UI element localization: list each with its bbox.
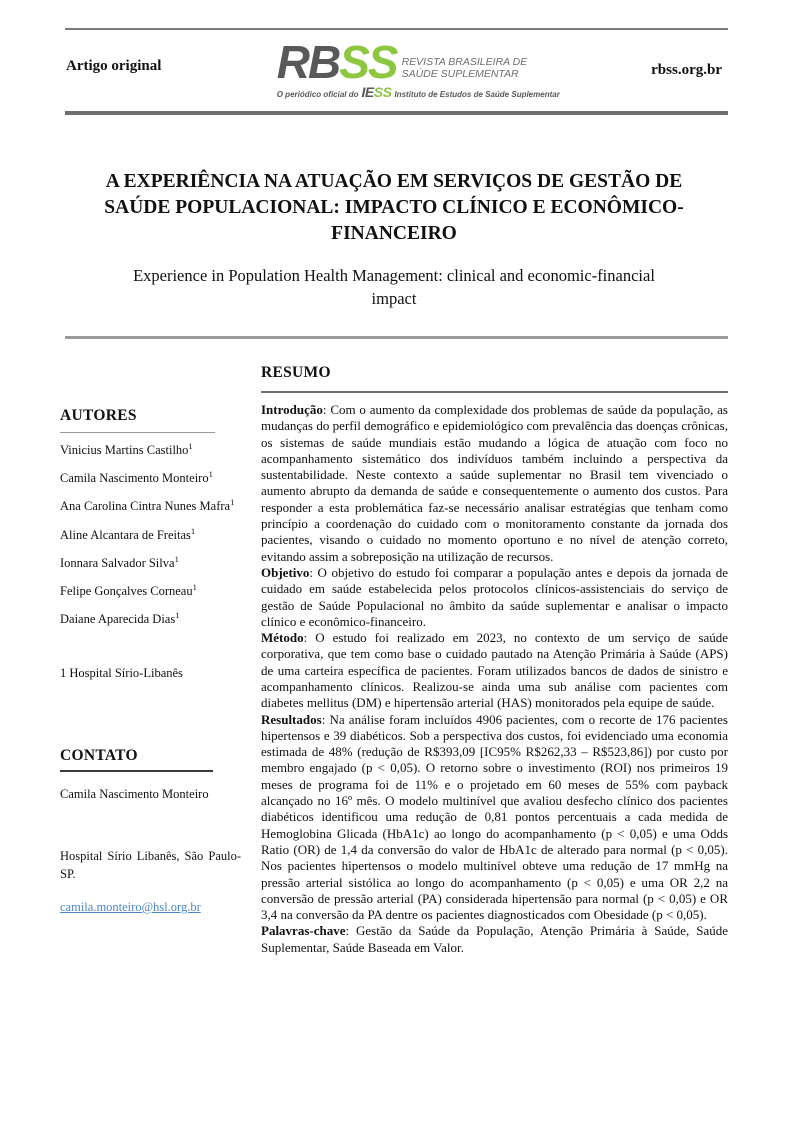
abstract-paragraph: Método: O estudo foi realizado em 2023, no contexto de um serviço de saúde corporativa, que tem como base o cuidado pautado na Atenção Primária à Saúde (APS) de uma carteira específica de pacientes. Foram utilizados bancos de dados de sinistro e acompanhamento clínicos. Realizou-se ainda uma sub análise com pacientes com diabetes mellitus (DM) e hipertensão arterial (HAS) monitorados pela equipe de saúde. (261, 630, 728, 711)
contact-name: Camila Nascimento Monteiro (60, 787, 209, 802)
iess-subline (276, 84, 560, 101)
article-title-en: Experience in Population Health Management: clinical and economic-financial impact (133, 265, 655, 308)
header-bottom-rule (65, 111, 728, 115)
authors-heading-rule (60, 432, 215, 433)
paragraph-label: Objetivo (261, 564, 310, 580)
author-name: Camila Nascimento Monteiro$^1$ (60, 469, 213, 486)
author-name: Felipe Gonçalves Corneau$^1$ (60, 582, 197, 599)
abstract-column (261, 341, 728, 956)
rbss-logo-text (276, 36, 397, 88)
tagline-line-1: REVISTA BRASILEIRA DE (401, 56, 528, 69)
logo-ss-text: SS (339, 36, 397, 88)
article-title-pt: A EXPERIÊNCIA NA ATUAÇÃO EM SERVIÇOS DE GESTÃO DE SAÚDE POPULACIONAL: IMPACTO CLÍNICO E ECONÔMICO-FINANCEIRO (104, 171, 684, 244)
author-name: Aline Alcantara de Freitas$^1$ (60, 525, 196, 542)
abstract-heading: RESUMO (261, 363, 331, 381)
article-type-label: Artigo original (66, 58, 162, 74)
paragraph-label: Introdução (261, 401, 323, 417)
affiliation-note: 1 Hospital Sírio-Libanês (60, 666, 183, 681)
subline-prefix: O periódico oficial do (276, 89, 359, 99)
tagline-line-2: SAÚDE SUPLEMENTAR (401, 68, 519, 81)
journal-logo (276, 36, 560, 101)
contact-heading-rule (60, 770, 213, 772)
author-name: Ana Carolina Cintra Nunes Mafra$^1$ (60, 497, 235, 514)
abstract-body (261, 402, 728, 956)
paragraph-label: Resultados (261, 711, 322, 727)
iess-logo-text: IESS (361, 84, 392, 101)
left-sidebar (60, 341, 241, 956)
contact-email-link[interactable]: camila.monteiro@hsl.org.br (60, 899, 201, 914)
authors-heading: AUTORES (60, 406, 137, 424)
journal-name-tagline (402, 56, 528, 80)
abstract-heading-rule (261, 391, 728, 393)
paragraph-label: Palavras-chave (261, 923, 346, 939)
content-columns (60, 341, 728, 956)
logo-rb-text: RB (276, 36, 340, 88)
abstract-paragraph: Palavras-chave: Gestão da Saúde da População, Atenção Primária à Saúde, Saúde Suplementar, Saúde Baseada em Valor. (261, 923, 728, 955)
title-divider-rule (65, 336, 728, 339)
subline-suffix: Instituto de Estudos de Saúde Suplementar (394, 89, 560, 99)
abstract-paragraph: Objetivo: O objetivo do estudo foi comparar a população antes e depois da jornada de cuidado em saúde estabelecida pelos protocolos clínicos-assistenciais do serviço de gestão de Saúde Populacional no âmbito da saúde suplementar e analisar o impacto clínico e econômico-financeiro. (261, 564, 728, 629)
abstract-paragraph: Introdução: Com o aumento da complexidade dos problemas de saúde da população, as mudanças do perfil demográfico e epidemiológico com prevalência das doenças crônicas, os sistemas de saúde mundiais estão mudando a lógica de atuação com foco no acompanhamento sistemático dos indivíduos também incluindo a perspectiva da sustentabilidade. Neste contexto a saúde suplementar no Brasil tem vivenciado o aumento abrupto da demanda de saúde e consequentemente o aumento dos custos. Para responder a esta problemática faz-se necessário analisar estratégias que tenham como princípio a coordenação do cuidado com o monitoramento constante da jornada dos pacientes, visando o cuidado no momento oportuno e no nível de atenção correto, evitando assim a sobreposição na utilização de recursos. (261, 401, 728, 564)
paragraph-label: Método (261, 630, 304, 646)
logo-main (276, 36, 560, 88)
contact-heading: CONTATO (60, 747, 138, 765)
page-header (60, 30, 728, 105)
contact-address: Hospital Sírio Libanês, São Paulo-SP. (60, 848, 241, 881)
author-name: Ionnara Salvador Silva$^1$ (60, 553, 179, 570)
author-name: Daiane Aparecida Dias$^1$ (60, 610, 180, 627)
authors-list (60, 440, 241, 628)
abstract-paragraph: Resultados: Na análise foram incluídos 4906 pacientes, com o recorte de 176 pacientes hipertensos e 39 diabéticos. Sob a perspectiva dos custos, foi evidenciado uma economia estimada de 48% (redução de R$393,09 [IC95% R$262,33 – R$523,86]) por custo por membro engajado (p < 0,05). O retorno sobre o investimento (ROI) nos primeiros 19 meses de programa foi de 11% e o projetado em 60 meses de 55% com payback alcançado no 16º mês. O modelo multinível que avaliou desfecho clínico dos pacientes diabéticos identificou uma redução de 0,81 pontos percentuais a cada medida de Hemoglobina Glicada (HbA1c) ao longo do acompanhamento (p < 0,05) e uma Odds Ratio (OR) de 1,4 da conversão do valor de HbA1c de alterado para normal (p < 0,05). Nos pacientes hipertensos o modelo multinível obteve uma redução de 17 mmHg na pressão arterial sistólica ao longo do acompanhamento (p < 0,05) e uma OR 2,2 na conversão de pressão arterial (PA) considerada hipertensão para normal (p < 0,05) e OR 3,4 na conversão da PA dentre os pacientes diagnosticados com Obesidade (p < 0,05). (261, 711, 728, 923)
author-name: Vinicius Martins Castilho$^1$ (60, 440, 193, 457)
journal-website: rbss.org.br (651, 62, 722, 78)
